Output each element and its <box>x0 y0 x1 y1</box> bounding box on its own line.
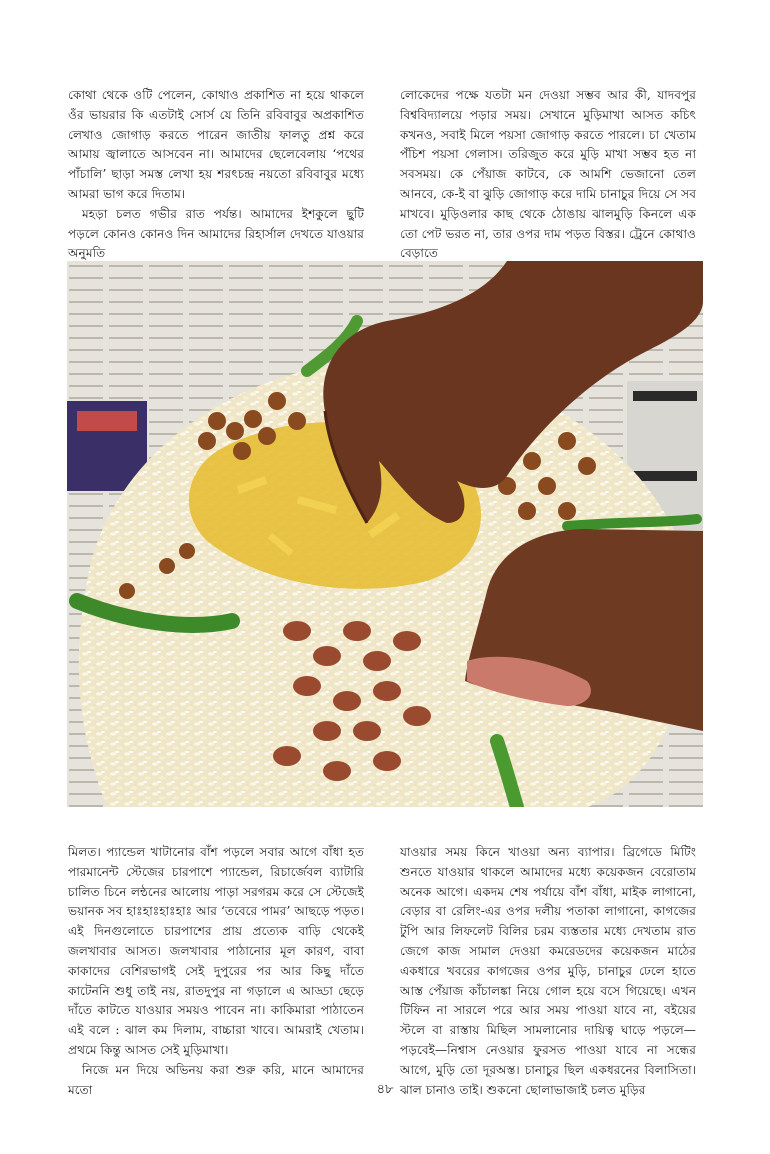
paragraph: মহড়া চলত গভীর রাত পর্যন্ত। আমাদের ইশকুলে ছুটি পড়লে কোনও কোনও দিন আমাদের রিহার্সাল দেখতে যাওয়ার অনুমতি <box>68 206 364 261</box>
text-column-bottom-left <box>68 843 364 1100</box>
paragraph: যাওয়ার সময় কিনে খাওয়া অন্য ব্যাপার। ব্রিগেডে মিটিং শুনতে যাওয়ার থাকলে আমাদের মধ্যে কয়েকজন বেরোতাম অনেক আগে। একদম শেষ পর্যায়ে বাঁশ বাঁধা, মাইক লাগানো, বেড়ার বা রেলিং-এর ওপর দলীয় পতাকা লাগানো, কাগজের টুপি আর লিফলেট বিলির চরম ব্যস্ততার মধ্যে দেখতাম রাত জেগে কাজ সামাল দেওয়া কমরেডদের কয়েকজন মাঠের একধারে খবরের কাগজের ওপর মুড়ি, চানাচুর ঢেলে হাতে আস্ত পেঁয়াজ কাঁচালঙ্কা নিয়ে গোল হয়ে বসে গিয়েছে। এখন টিফিন না সারলে পরে আর সময় পাওয়া যাবে না, বইয়ের স্টলে বা রাস্তায় মিছিল সামলানোর দায়িত্ব ঘাড়ে পড়লে—পড়বেই—নিশ্বাস নেওয়ার ফুরসত পাওয়া যাবে না সন্ধের আগে, মুড়ি তো দূরঅস্ত। চানাচুর ছিল একধরনের বিলাসিতা। ঝাল চানাও তাই। শুকনো ছোলাভাজাই চলত মুড়ির <box>400 845 696 1097</box>
paragraph: মিলত। প্যান্ডেল খাটানোর বাঁশ পড়লে সবার আগে বাঁধা হত পারমানেন্ট স্টেজের চারপাশে প্যান্ডেল, রিচার্জেবল ব্যাটারি চালিত চিনে লন্ঠনের আলোয় পাড়া সরগরম করে সে স্টেজেই ভয়ানক সব হাঃহাঃহাঃহাঃ আর ‘তবেরে পামর’ আছড়ে পড়ত। এই দিনগুলোতে চারপাশের প্রায় প্রত্যেক বাড়ি থেকেই জলখাবার আসত। জলখাবার পাঠানোর মূল কারণ, বাবা কাকাদের বেশিরভাগই সেই দুপুরের পর আর কিছু দাঁতে কাটেননি শুধু তাই নয়, রাতদুপুর না গড়ালে এ আড্ডা ছেড়ে দাঁতে কাটতে যাওয়ার সময়ও পাবেন না। কাকিমারা পাঠাতেন এই বলে : ঝাল কম দিলাম, বাচ্চারা খাবে। আমরাই খেতাম। প্রথমে কিন্তু আসত সেই মুড়িমাখা। <box>68 845 364 1057</box>
photo-muri-mixing <box>67 261 703 807</box>
paragraph: নিজে মন দিয়ে অভিনয় করা শুরু করি, মানে আমাদের মতো <box>68 1062 364 1097</box>
text-column-top-left <box>68 86 364 264</box>
paragraph: কোথা থেকে ওটি পেলেন, কোথাও প্রকাশিত না হয়ে থাকলে ওঁর ভায়রার কি এতটাই সোর্স যে তিনি রবিবাবুর অপ্রকাশিত লেখাও জোগাড় করতে পারেন জাতীয় ফালতু প্রশ্ন করে আমায় জ্বালাতে আসবেন না। আমাদের ছেলেবেলায় ‘পথের পাঁচালি’ ছাড়া সমস্ত লেখা হয় শরৎচন্দ্র নয়তো রবিবাবুর মধ্যে আমরা ভাগ করে দিতাম। <box>68 88 364 201</box>
photo-muri-mixing-icon <box>67 261 703 807</box>
text-column-bottom-right <box>400 843 696 1100</box>
paragraph: লোকেদের পক্ষে যতটা মন দেওয়া সম্ভব আর কী, যাদবপুর বিশ্ববিদ্যালয়ে পড়ার সময়। সেখানে মুড়িমাখা আসত কচিৎ কখনও, সবাই মিলে পয়সা জোগাড় করতে পারলে। চা খেতাম পঁচিশ পয়সা গেলাস। তরিজুত করে মুড়ি মাখা সম্ভব হত না সবসময়। কে পেঁয়াজ কাটবে, কে আমশি ভেজানো তেল আনবে, কে-ই বা ঝুড়ি জোগাড় করে দামি চানাচুর দিয়ে সে সব মাখবে। মুড়িওলার কাছ থেকে ঠোঙায় ঝালমুড়ি কিনলে এক তো পেট ভরত না, তার ওপর দাম পড়ত বিস্তর। ট্রেনে কোথাও বেড়াতে <box>400 88 696 261</box>
page-number: ৪৮ <box>376 1082 394 1097</box>
text-column-top-right <box>400 86 696 264</box>
